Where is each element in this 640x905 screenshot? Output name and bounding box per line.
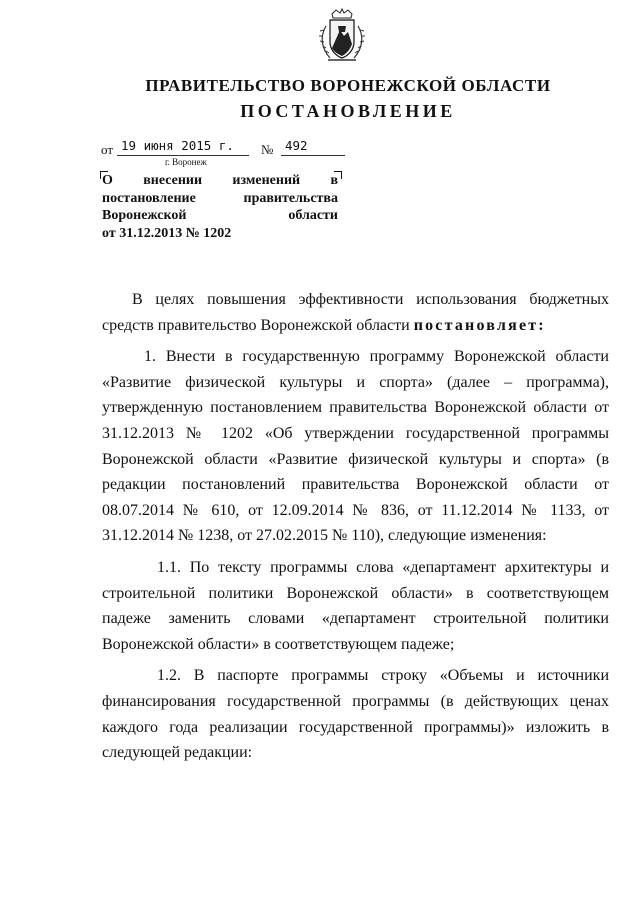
date-prefix: от bbox=[101, 142, 114, 157]
paragraph-1-1: 1.1. По тексту программы слова «департамент архитектуры и строительной политики Воронежской области» в соответствующем падеже заменить словами «департамент строительной политики Воронежской области» в соответствующем падеже; bbox=[102, 558, 609, 653]
document-body bbox=[102, 287, 609, 766]
intro-paragraph bbox=[102, 287, 609, 338]
government-name: ПРАВИТЕЛЬСТВО ВОРОНЕЖСКОЙ ОБЛАСТИ bbox=[145, 76, 551, 95]
coat-of-arms-icon bbox=[318, 8, 366, 66]
document-number: 492 bbox=[285, 138, 308, 153]
paragraph-1: 1. Внести в государственную программу Воронежской области «Развитие физической культуры и спорта» (далее – программа), утвержденную постановлением правительства Воронежской области от 31.12.2013 № 1202 «Об утверждении государственной программы Воронежской области «Развитие физической культуры и спорта» (в редакции постановлений правительства Воронежской области от 08.07.2014 № 610, от 12.09.2014 № 836, от 11.12.2014 № 1133, от 31.12.2014 № 1238, от 27.02.2015 № 110), следующие изменения: bbox=[102, 348, 609, 545]
paragraph-1-2: 1.2. В паспорте программы строку «Объемы и источники финансирования государственной программы (в действующих ценах каждого года реализации государственной программы)» изложить в следующей редакции: bbox=[102, 667, 609, 762]
date-underline bbox=[117, 155, 249, 156]
intro-text: В целях повышения эффективности использования бюджетных средств правительство Воронежской области bbox=[102, 291, 609, 334]
document-subject bbox=[102, 172, 338, 242]
document-type: ПОСТАНОВЛЕНИЕ bbox=[240, 101, 456, 121]
number-underline bbox=[281, 155, 345, 156]
document-date: 19 июня 2015 г. bbox=[121, 138, 234, 153]
subject-line: от 31.12.2013 № 1202 bbox=[102, 225, 232, 241]
number-prefix: № bbox=[261, 142, 274, 157]
subject-line: О внесении изменений в bbox=[102, 173, 338, 188]
resolves-word: постановляет: bbox=[413, 316, 546, 334]
subject-line: постановление правительства bbox=[102, 190, 338, 206]
date-number-row bbox=[101, 138, 361, 160]
city-label: г. Воронеж bbox=[165, 157, 207, 167]
subject-line: Воронежской области bbox=[102, 208, 338, 223]
